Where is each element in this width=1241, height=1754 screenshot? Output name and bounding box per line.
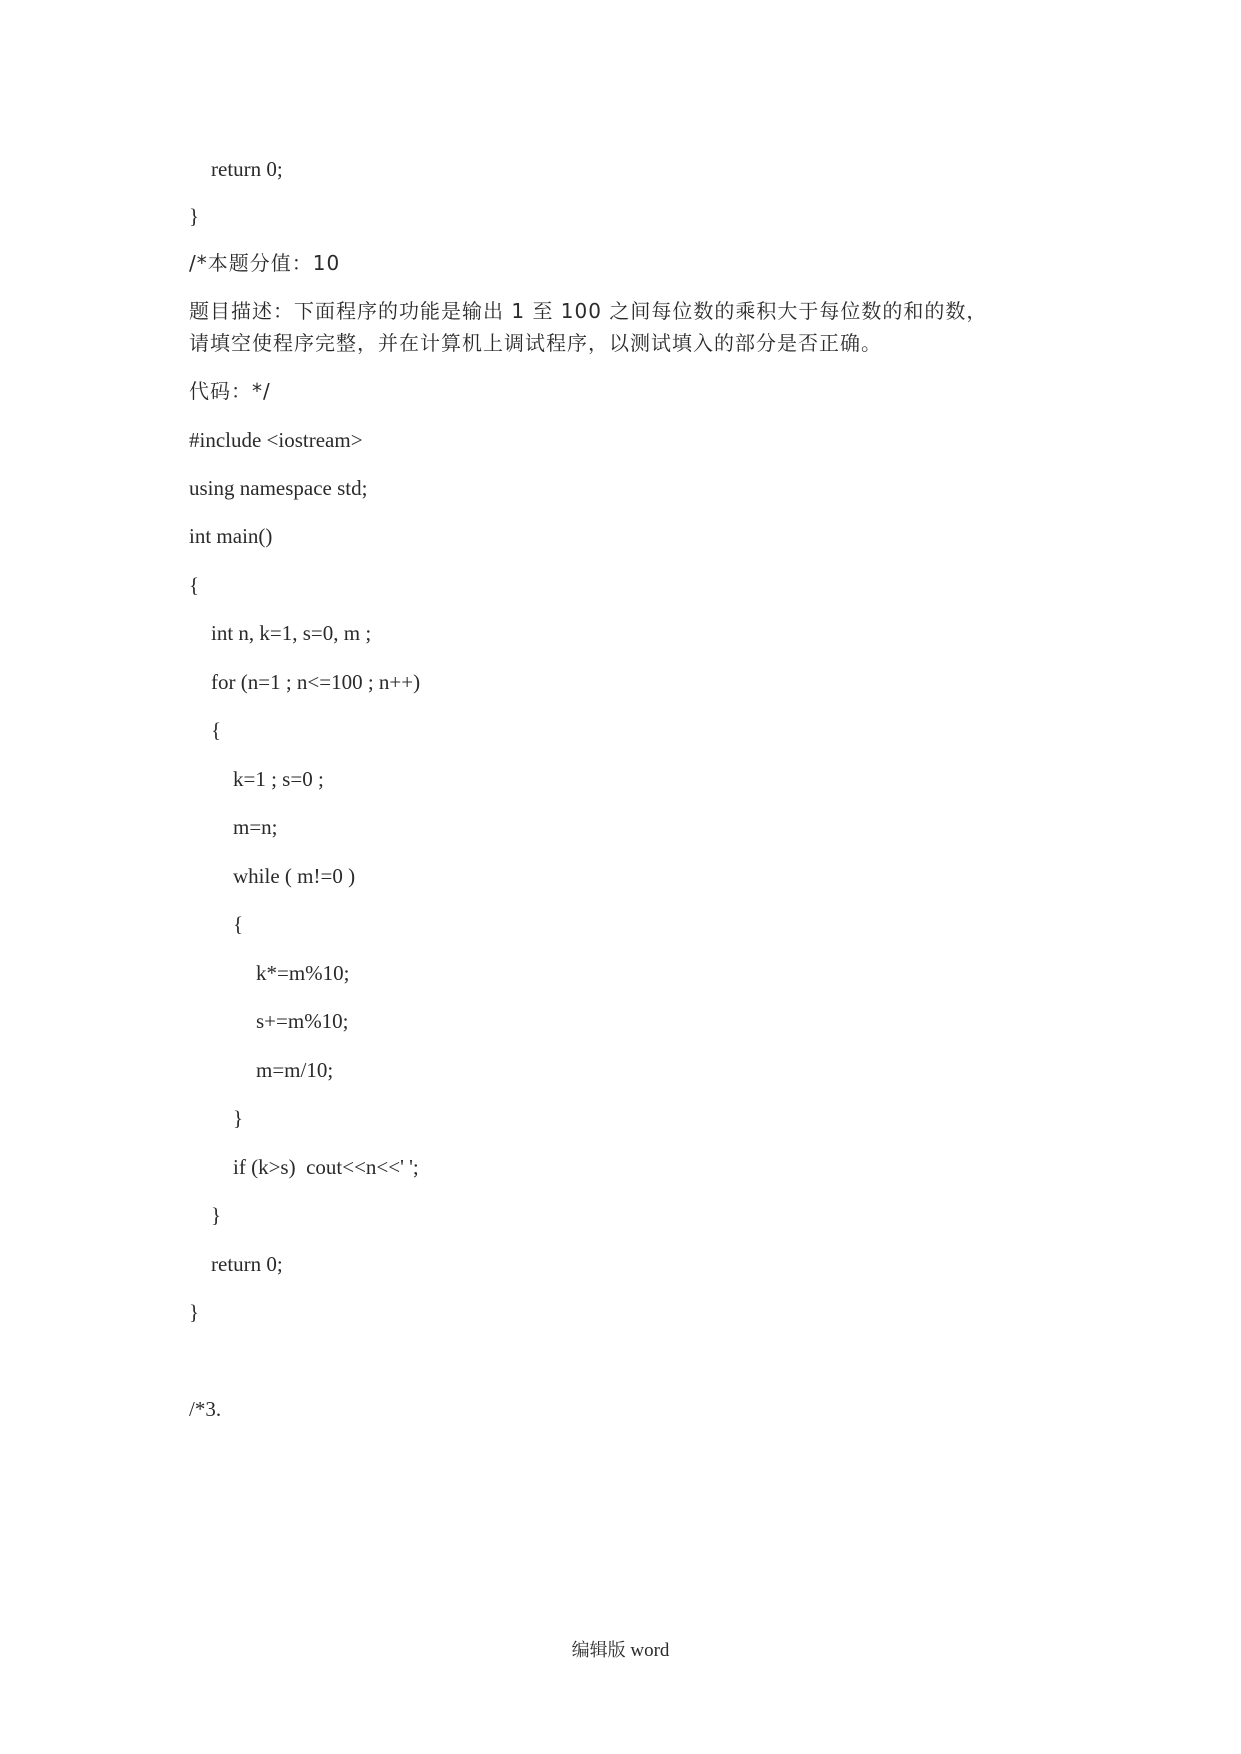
code-line-close-brace-for: } — [211, 1203, 222, 1227]
code-line-if-cout: if (k>s) cout<<n<<' '; — [233, 1155, 419, 1179]
footer-suffix: word — [625, 1640, 670, 1661]
code-line-close-brace-main: } — [189, 1300, 200, 1324]
page-footer — [0, 1638, 1241, 1664]
code-line-open-brace-main: { — [189, 573, 200, 597]
code-line-close-brace-while: } — [233, 1106, 244, 1130]
code-line-open-brace-while: { — [233, 912, 244, 936]
code-line-include: #include <iostream> — [189, 428, 363, 452]
code-line-return: return 0; — [211, 1252, 283, 1276]
code-line-assign-m: m=n; — [233, 815, 278, 839]
code-line-close-brace-top: } — [189, 204, 200, 228]
question-description-line-2: 请填空使程序完整，并在计算机上调试程序，以测试填入的部分是否正确。 — [189, 331, 882, 355]
code-line-for: for (n=1 ; n<=100 ; n++) — [211, 670, 421, 694]
code-line-multiply: k*=m%10; — [256, 961, 350, 985]
next-question-start: /*3. — [189, 1397, 222, 1421]
code-label: 代码：*/ — [189, 379, 271, 403]
code-line-divide: m=m/10; — [256, 1058, 334, 1082]
code-line-open-brace-for: { — [211, 718, 222, 742]
question-score: /*本题分值：10 — [189, 251, 341, 275]
footer-prefix: 编辑版 — [571, 1640, 626, 1661]
code-line-main: int main() — [189, 524, 273, 548]
code-line-return-top: return 0; — [211, 157, 283, 181]
code-line-declarations: int n, k=1, s=0, m ; — [211, 621, 372, 645]
question-description-line-1: 题目描述：下面程序的功能是输出 1 至 100 之间每位数的乘积大于每位数的和的数， — [189, 299, 988, 323]
code-line-using: using namespace std; — [189, 476, 368, 500]
code-line-sum: s+=m%10; — [256, 1009, 349, 1033]
code-line-reset: k=1 ; s=0 ; — [233, 767, 324, 791]
code-line-while: while ( m!=0 ) — [233, 864, 356, 888]
